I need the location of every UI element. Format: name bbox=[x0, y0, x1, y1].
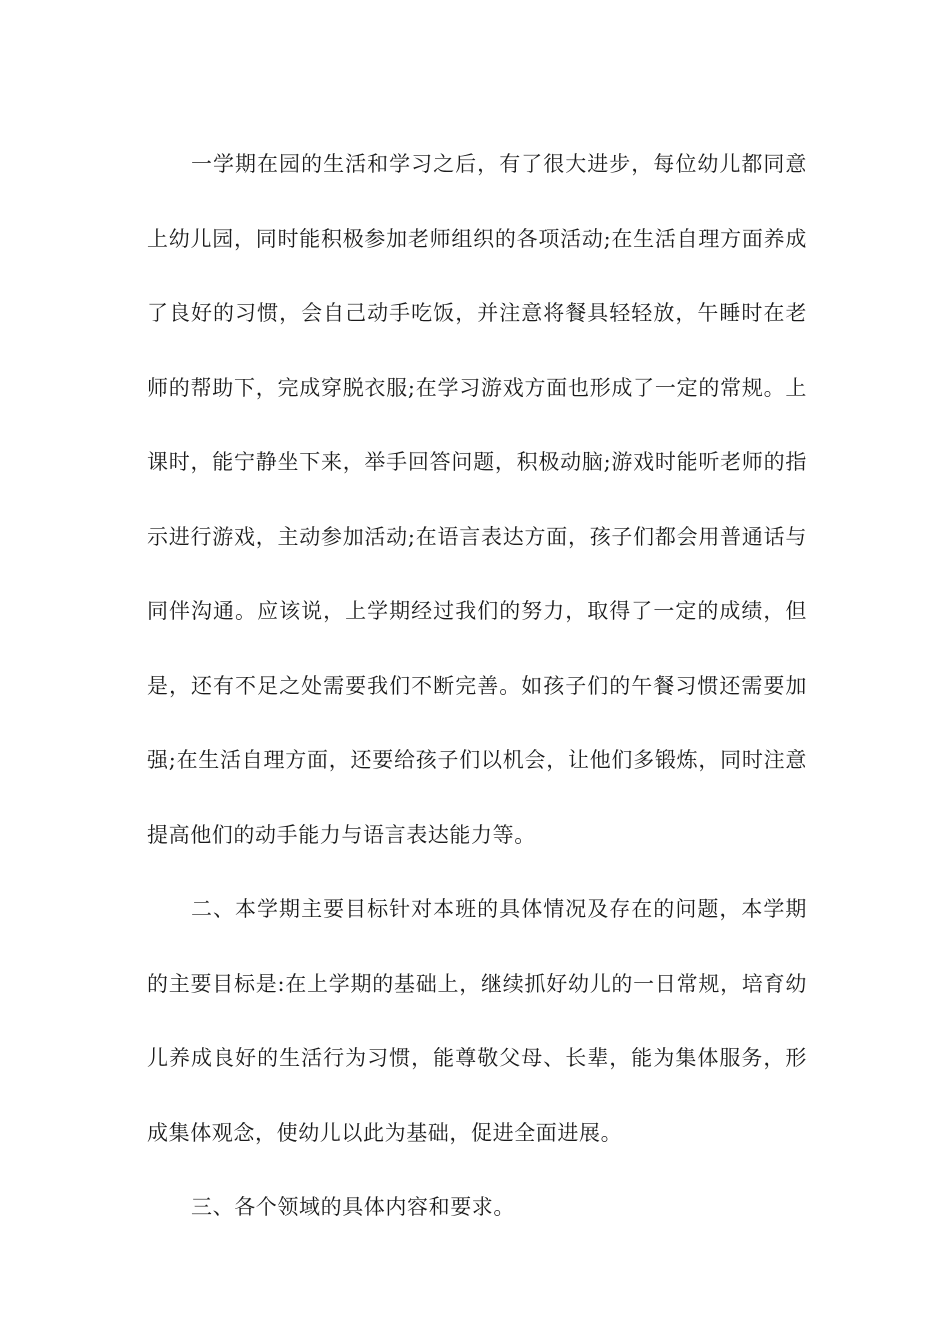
document-body bbox=[147, 127, 807, 1245]
paragraph-semester-goals: 二、本学期主要目标针对本班的具体情况及存在的问题，本学期的主要目标是:在上学期的基础上，继续抓好幼儿的一日常规，培育幼儿养成良好的生活行为习惯，能尊敬父母、长辈，能为集体服务，形成集体观念，使幼儿以此为基础，促进全面进展。 bbox=[147, 897, 807, 1145]
paragraph-domain-requirements-heading: 三、各个领域的具体内容和要求。 bbox=[191, 1195, 515, 1219]
paragraph-previous-semester-summary: 一学期在园的生活和学习之后，有了很大进步，每位幼儿都同意上幼儿园，同时能积极参加老师组织的各项活动;在生活自理方面养成了良好的习惯，会自己动手吃饭，并注意将餐具轻轻放，午睡时在老师的帮助下，完成穿脱衣服;在学习游戏方面也形成了一定的常规。上课时，能宁静坐下来，举手回答问题，积极动脑;游戏时能听老师的指示进行游戏，主动参加活动;在语言表达方面，孩子们都会用普通话与同伴沟通。应该说，上学期经过我们的努力，取得了一定的成绩，但是，还有不足之处需要我们不断完善。如孩子们的午餐习惯还需要加强;在生活自理方面，还要给孩子们以机会，让他们多锻炼，同时注意提高他们的动手能力与语言表达能力等。 bbox=[147, 152, 807, 847]
